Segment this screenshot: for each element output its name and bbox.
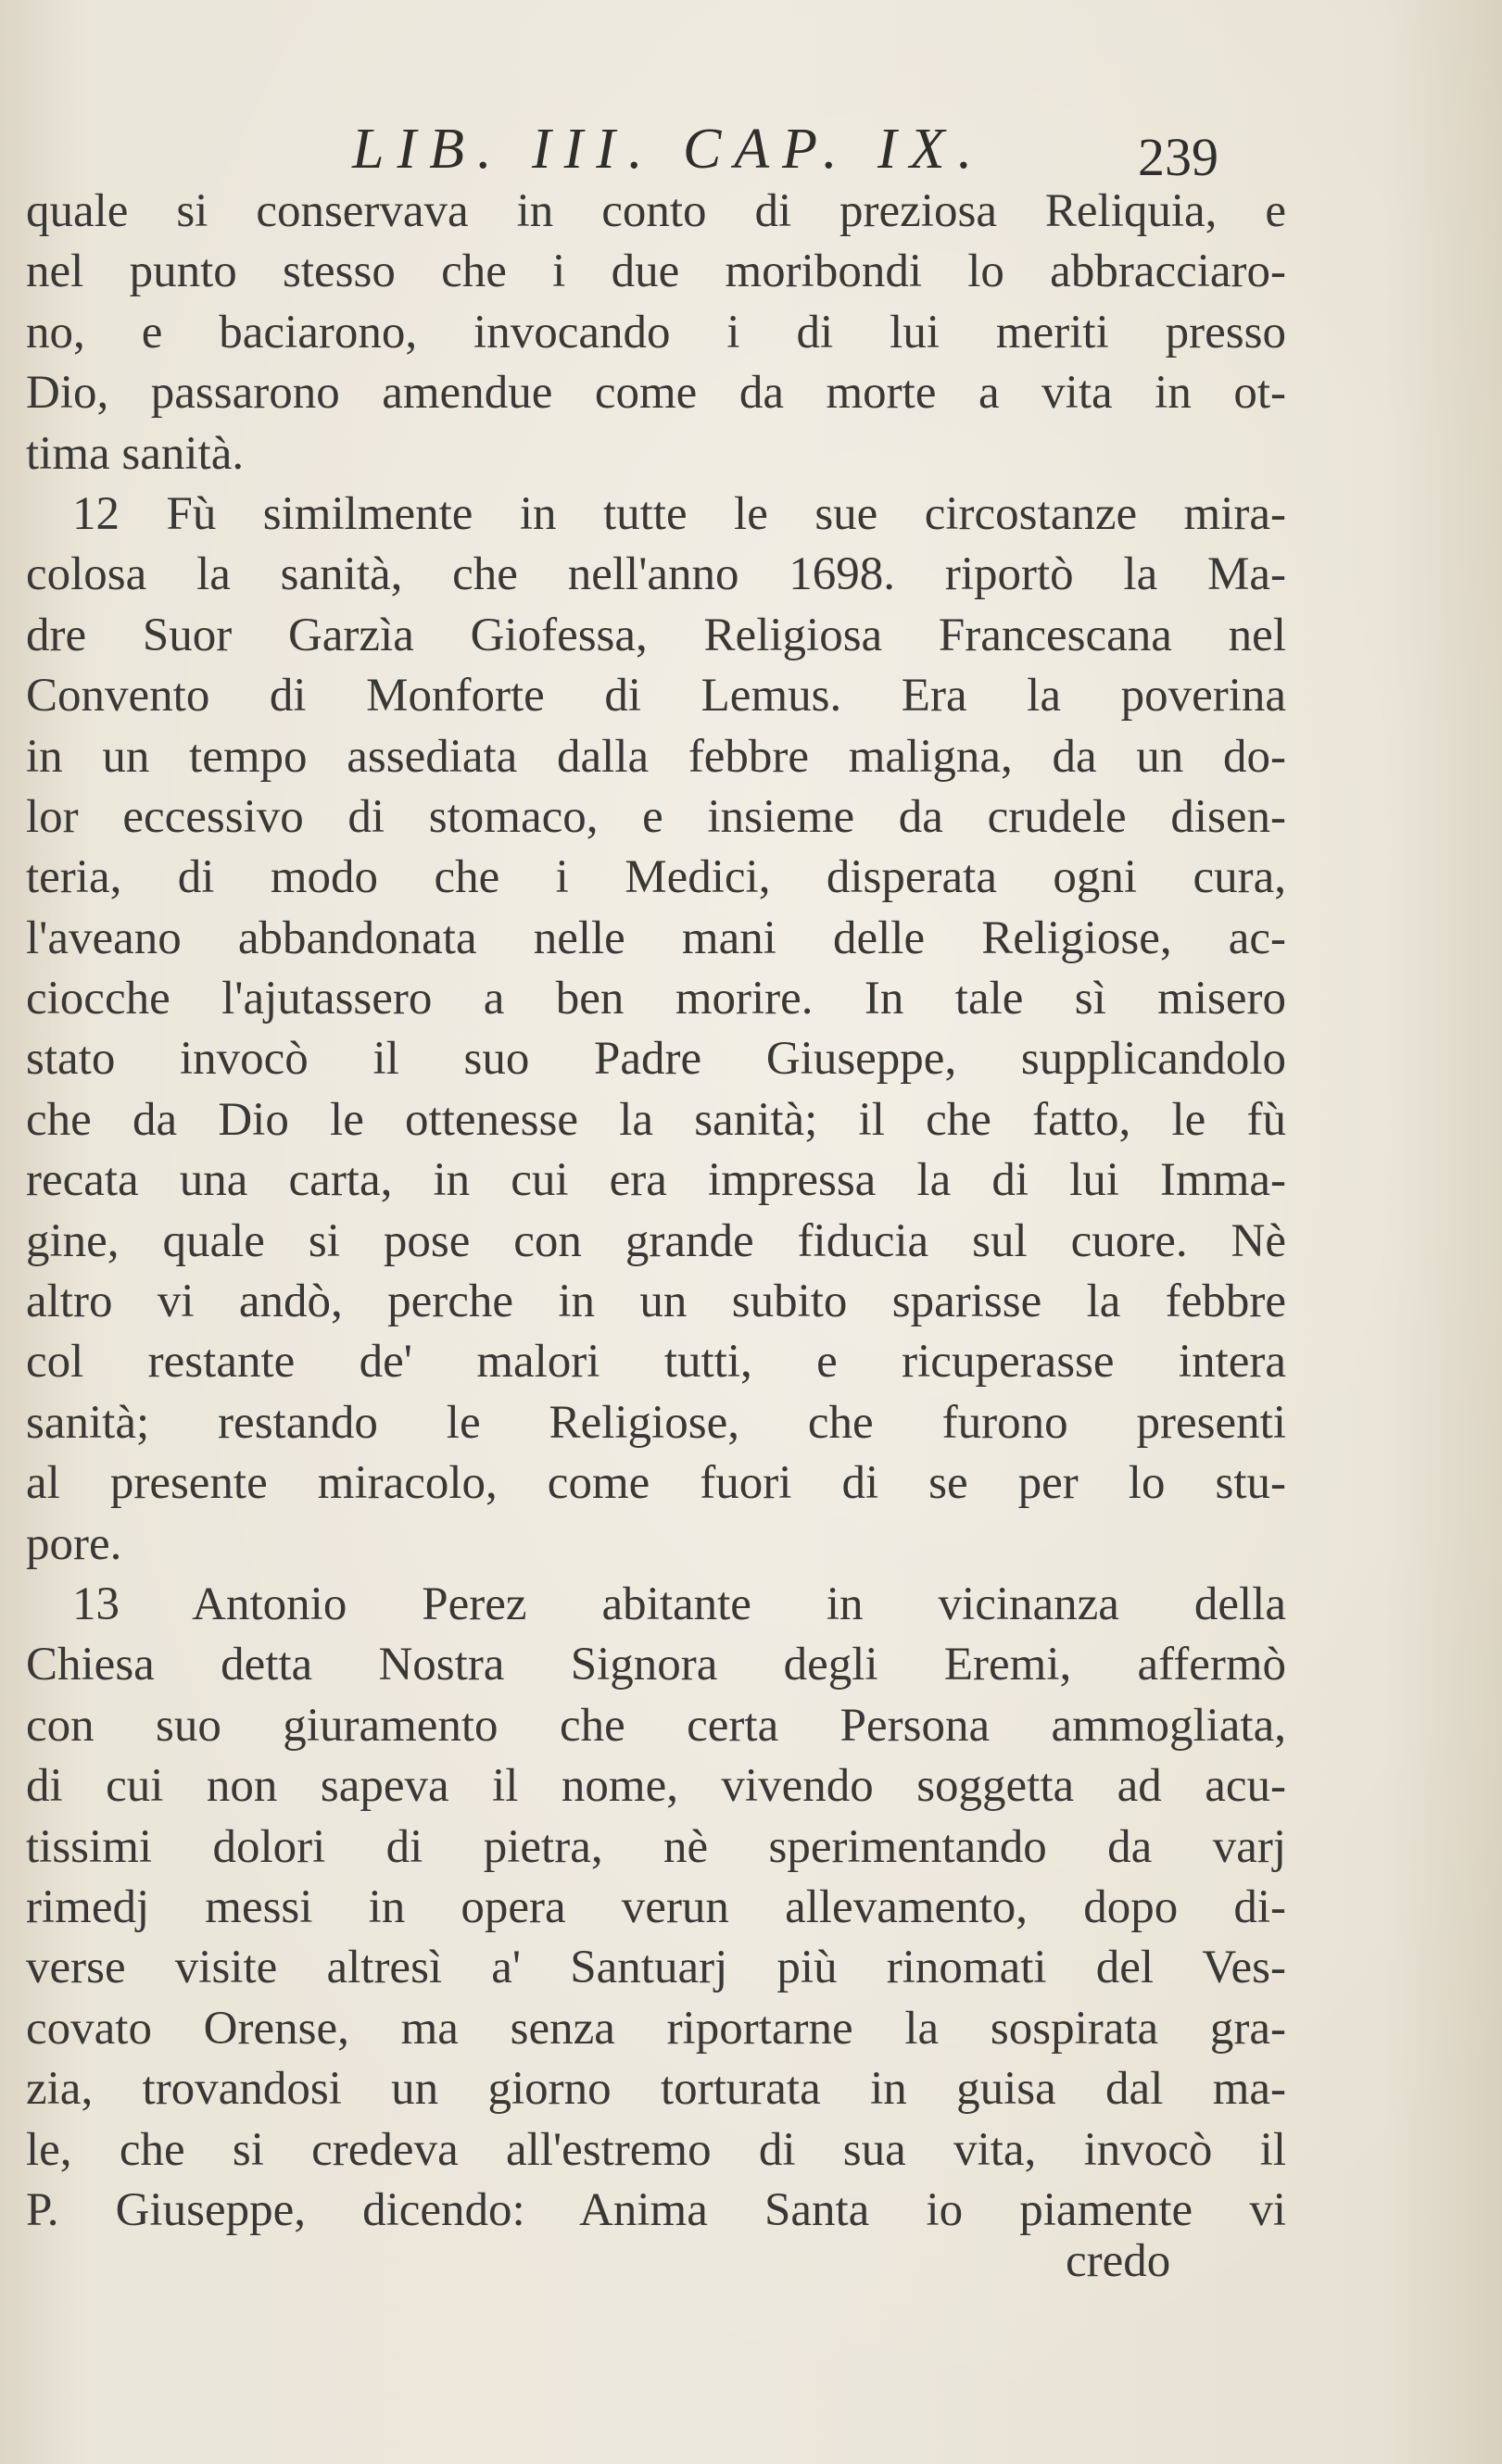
page-header bbox=[352, 109, 1279, 193]
paragraph-start-13: 13 Antonio Perez abitante in vicinanza della bbox=[72, 1578, 1286, 1630]
text-line: nel punto stesso che i due moribondi lo abbracciaro- bbox=[26, 245, 1286, 298]
text-line: no, e baciarono, invocando i di lui meriti presso bbox=[26, 306, 1286, 358]
page-number: 239 bbox=[1138, 127, 1218, 187]
text-line: stato invocò il suo Padre Giuseppe, supplicandolo bbox=[26, 1033, 1286, 1086]
text-line: ciocche l'ajutassero a ben morire. In tale sì misero bbox=[26, 973, 1286, 1025]
text-line: rimedj messi in opera verun allevamento, dopo di- bbox=[26, 1880, 1286, 1933]
text-line: quale si conservava in conto di preziosa Reliquia, e bbox=[26, 185, 1286, 237]
text-line: tissimi dolori di pietra, nè sperimentando da varj bbox=[26, 1820, 1286, 1873]
text-line: pore. bbox=[26, 1517, 122, 1570]
text-line: colosa la sanità, che nell'anno 1698. riportò la Ma- bbox=[26, 548, 1286, 601]
text-line: Convento di Monforte di Lemus. Era la poverina bbox=[26, 670, 1286, 723]
text-line: Chiesa detta Nostra Signora degli Eremi, affermò bbox=[26, 1639, 1286, 1691]
text-line: covato Orense, ma senza riportarne la sospirata gra- bbox=[26, 2002, 1286, 2055]
text-line: con suo giuramento che certa Persona ammogliata, bbox=[26, 1699, 1286, 1752]
catchword: credo bbox=[1066, 2235, 1171, 2287]
text-line: Dio, passarono amendue come da morte a vita in ot- bbox=[26, 367, 1286, 420]
text-line: verse visite altresì a' Santuarj più rinomati del Ves- bbox=[26, 1942, 1286, 1994]
text-line: col restante de' malori tutti, e ricuperasse intera bbox=[26, 1336, 1286, 1389]
text-line: teria, di modo che i Medici, disperata ogni cura, bbox=[26, 851, 1286, 904]
text-line: recata una carta, in cui era impressa la di lui Imma- bbox=[26, 1154, 1286, 1207]
running-head: LIB. III. CAP. IX. bbox=[352, 118, 986, 181]
text-line: al presente miracolo, come fuori di se per lo stu- bbox=[26, 1457, 1286, 1510]
text-line: zia, trovandosi un giorno torturata in guisa dal ma- bbox=[26, 2063, 1286, 2116]
text-line: tima sanità. bbox=[26, 427, 245, 480]
body-text bbox=[26, 182, 1286, 2241]
text-line: le, che si credeva all'estremo di sua vita, invocò il bbox=[26, 2123, 1286, 2176]
text-line: altro vi andò, perche in un subito sparisse la febbre bbox=[26, 1276, 1286, 1328]
text-line: lor eccessivo di stomaco, e insieme da crudele disen- bbox=[26, 790, 1286, 843]
text-line: l'aveano abbandonata nelle mani delle Religiose, ac- bbox=[26, 911, 1286, 964]
text-line: gine, quale si pose con grande fiducia sul cuore. Nè bbox=[26, 1214, 1286, 1267]
text-line: P. Giuseppe, dicendo: Anima Santa io piamente vi bbox=[26, 2183, 1286, 2236]
text-line: dre Suor Garzìa Giofessa, Religiosa Francescana nel bbox=[26, 609, 1286, 661]
text-line: in un tempo assediata dalla febbre maligna, da un do- bbox=[26, 730, 1286, 783]
text-line: di cui non sapeva il nome, vivendo soggetta ad acu- bbox=[26, 1760, 1286, 1813]
paragraph-start-12: 12 Fù similmente in tutte le sue circostanze mira- bbox=[72, 487, 1286, 540]
text-line: che da Dio le ottenesse la sanità; il che fatto, le fù bbox=[26, 1093, 1286, 1146]
text-line: sanità; restando le Religiose, che furono presenti bbox=[26, 1396, 1286, 1449]
